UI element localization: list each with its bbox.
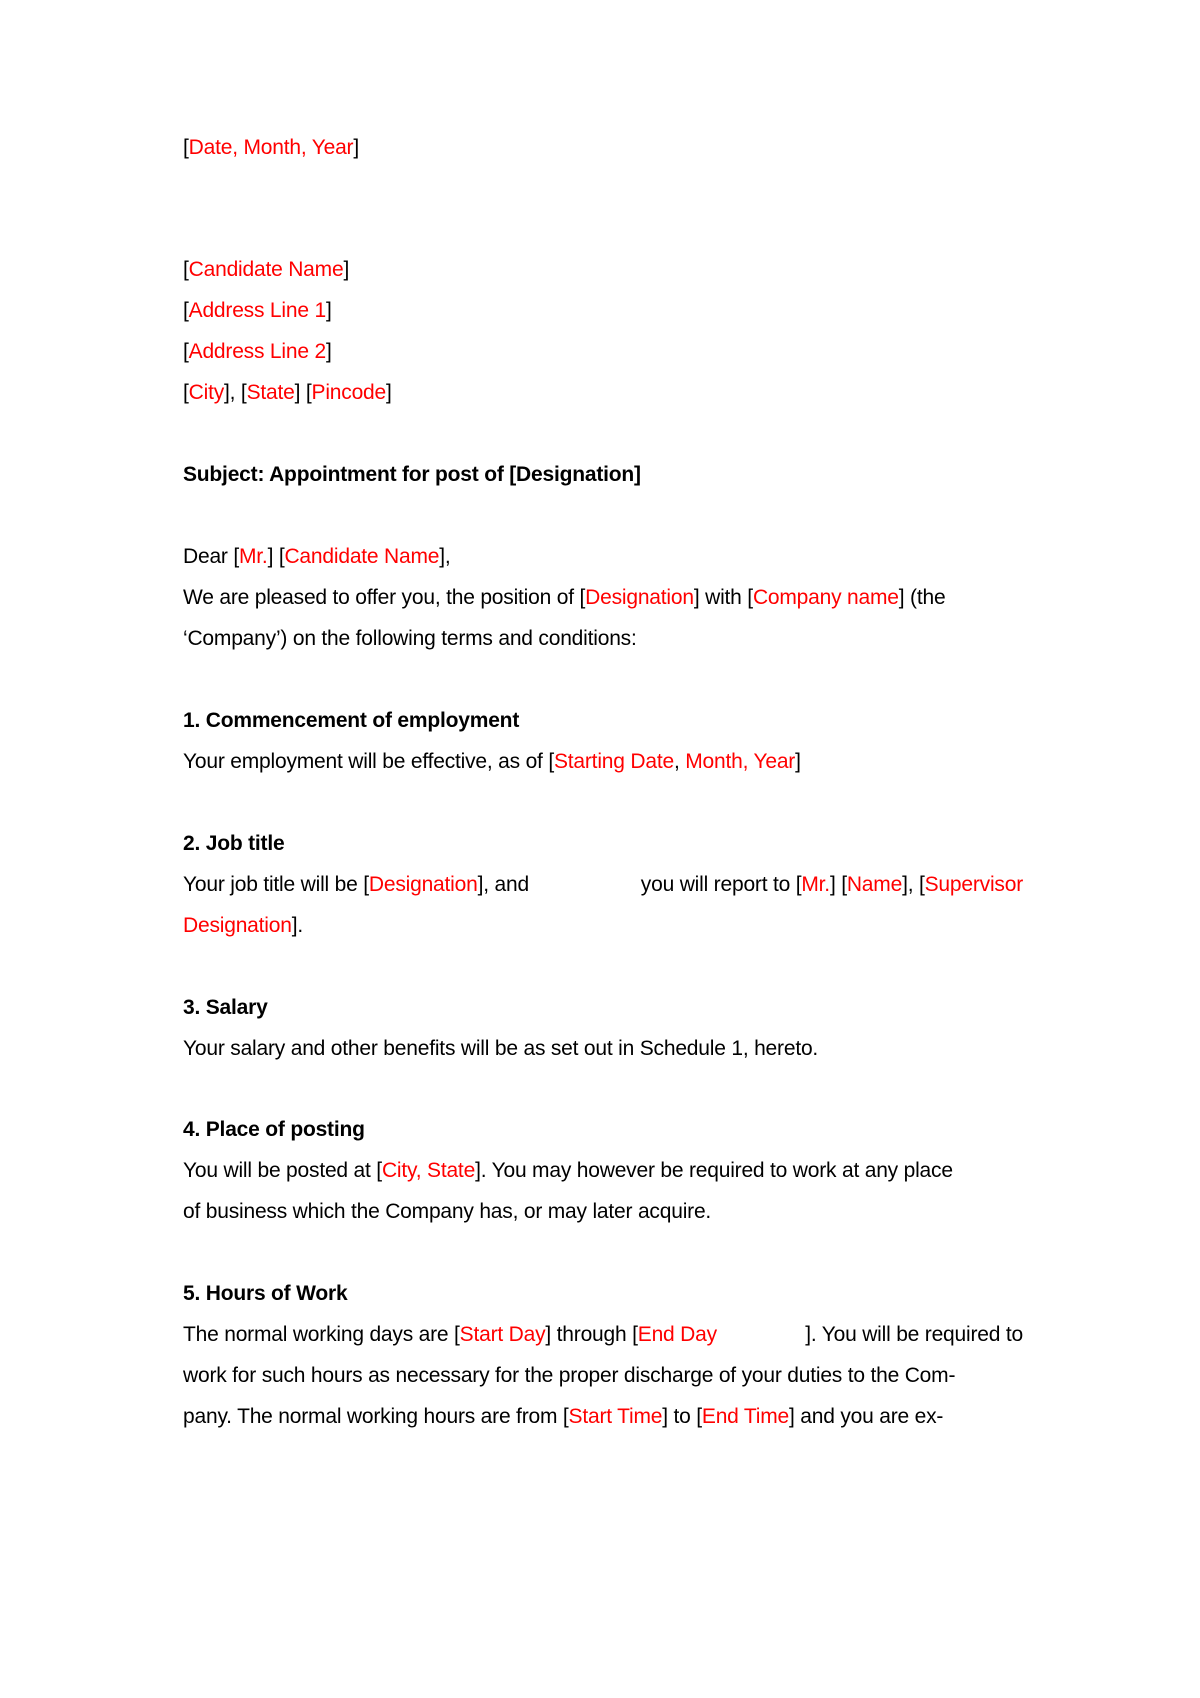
separator: ], [439, 545, 451, 568]
body-text: The normal working days are [ [183, 1323, 460, 1346]
bracket: [ [183, 381, 189, 404]
title-placeholder: Mr. [801, 873, 830, 896]
address-line-2 [183, 337, 332, 367]
title-placeholder: Mr. [239, 545, 268, 568]
intro-text: ] with [ [693, 586, 753, 609]
designation-placeholder: Designation [585, 586, 694, 609]
state-placeholder: State [246, 381, 295, 404]
address-line-2-placeholder: Address Line 2 [188, 340, 326, 363]
working-days-segment [183, 1320, 717, 1350]
section-5-line-3 [183, 1402, 1023, 1432]
start-day-placeholder: Start Day [459, 1323, 546, 1346]
body-text: pany. The normal working hours are from [ [183, 1405, 569, 1428]
section-2-heading: 2. Job title [183, 832, 285, 855]
salutation [183, 542, 451, 572]
separator: ], [ [902, 873, 925, 896]
bracket: [ [183, 136, 189, 159]
candidate-name-placeholder: Candidate Name [188, 258, 344, 281]
address-line-1 [183, 296, 332, 326]
intro-line-2: ‘Company’) on the following terms and conditions: [183, 627, 637, 650]
section-5-heading: 5. Hours of Work [183, 1282, 348, 1305]
section-5-line-1 [183, 1320, 1023, 1350]
section-1-text [183, 747, 801, 777]
starting-date-placeholder: Starting Date [553, 750, 674, 773]
bracket: ] [343, 258, 350, 281]
supervisor-designation-placeholder: Designation [183, 914, 292, 937]
recipient-name [183, 255, 349, 285]
bracket: [ [183, 340, 189, 363]
body-text: ] and you are ex- [789, 1405, 944, 1428]
pincode-placeholder: Pincode [311, 381, 387, 404]
intro-text: ] (the [898, 586, 946, 609]
city-state-placeholder: City, State [381, 1159, 476, 1182]
separator: ] [ [294, 381, 312, 404]
body-text: You will be posted at [ [183, 1159, 382, 1182]
supervisor-placeholder: Supervisor [924, 873, 1023, 896]
separator: ] [ [829, 873, 847, 896]
section-2-line-2 [183, 911, 303, 941]
body-text: ] to [ [662, 1405, 702, 1428]
bracket: [ [183, 258, 189, 281]
intro-text: We are pleased to offer you, the position of [ [183, 586, 586, 609]
section-2-line-1 [183, 870, 1023, 900]
bracket: ] [325, 299, 332, 322]
end-day-placeholder: End Day [637, 1323, 717, 1346]
body-text: Your employment will be effective, as of [ [183, 750, 554, 773]
candidate-name-placeholder: Candidate Name [284, 545, 440, 568]
body-text: Your job title will be [ [183, 873, 369, 896]
separator: ] [ [267, 545, 285, 568]
separator: ], [ [224, 381, 247, 404]
section-4-line-2: of business which the Company has, or may later acquire. [183, 1200, 712, 1223]
report-to-segment [641, 870, 1023, 900]
end-time-placeholder: End Time [701, 1405, 789, 1428]
bracket: ] [325, 340, 332, 363]
job-title-segment [183, 870, 529, 900]
section-1-heading: 1. Commencement of employment [183, 709, 520, 732]
name-placeholder: Name [846, 873, 903, 896]
intro-segment [183, 583, 945, 613]
city-placeholder: City [188, 381, 225, 404]
intro-line-1 [183, 583, 1023, 613]
bracket: ] [795, 750, 801, 773]
designation-placeholder: Designation [368, 873, 478, 896]
date-placeholder: Date, Month, Year [188, 136, 354, 159]
salutation-text: Dear [ [183, 545, 239, 568]
section-3-text: Your salary and other benefits will be as set out in Schedule 1, hereto. [183, 1037, 819, 1060]
company-name-placeholder: Company name [752, 586, 899, 609]
body-text: ], and [477, 873, 529, 896]
working-hours-segment [183, 1402, 943, 1432]
body-text: ]. [291, 914, 303, 937]
section-5-line-2: work for such hours as necessary for the proper discharge of your duties to the Com- [183, 1364, 956, 1387]
bracket: [ [183, 299, 189, 322]
body-text: you will report to [ [640, 873, 802, 896]
body-text: ]. You may however be required to work at any place [475, 1159, 953, 1182]
city-state-pincode-line [183, 378, 392, 408]
body-text: ] through [ [545, 1323, 638, 1346]
bracket: ] [353, 136, 359, 159]
start-time-placeholder: Start Time [568, 1405, 663, 1428]
body-text: ]. You will be required to [805, 1323, 1023, 1346]
section-3-heading: 3. Salary [183, 996, 268, 1019]
subject-line: Subject: Appointment for post of [Designation] [183, 463, 641, 486]
date-line [183, 133, 359, 163]
bracket: ] [386, 381, 392, 404]
section-4-line-1 [183, 1156, 1023, 1186]
section-4-heading: 4. Place of posting [183, 1118, 365, 1141]
separator: , [673, 750, 680, 773]
month-year-placeholder: Month, Year [685, 750, 796, 773]
posting-segment [183, 1156, 953, 1186]
address-line-1-placeholder: Address Line 1 [188, 299, 326, 322]
